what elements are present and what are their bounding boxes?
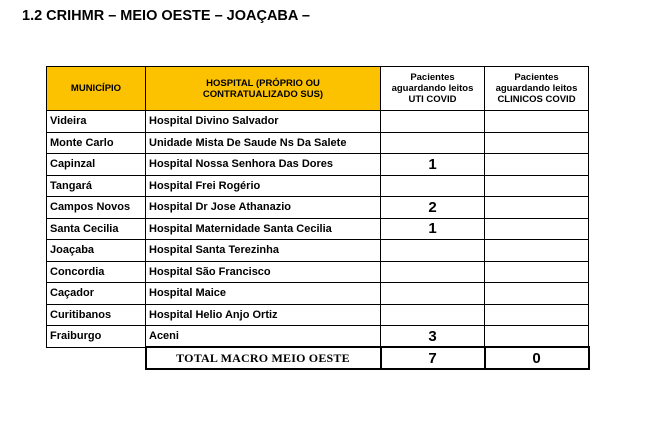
municipio-cell: Tangará	[47, 175, 146, 197]
hospital-cell: Aceni	[146, 326, 381, 348]
clinicos-cell	[485, 197, 589, 219]
hospital-waiting-table	[46, 66, 590, 370]
clinicos-cell	[485, 175, 589, 197]
header-uti-line2: aguardando leitos	[391, 83, 474, 94]
total-row	[47, 347, 589, 369]
table-row	[47, 326, 589, 348]
table-row	[47, 240, 589, 262]
hospital-cell: Hospital Frei Rogério	[146, 175, 381, 197]
uti-cell	[381, 132, 485, 154]
municipio-cell: Joaçaba	[47, 240, 146, 262]
municipio-cell: Capinzal	[47, 154, 146, 176]
uti-cell: 3	[381, 326, 485, 348]
header-clin-line3: CLINICOS COVID	[497, 94, 576, 105]
clinicos-cell	[485, 111, 589, 133]
header-clin-line2: aguardando leitos	[495, 83, 578, 94]
hospital-cell: Hospital São Francisco	[146, 261, 381, 283]
municipio-cell: Santa Cecilia	[47, 218, 146, 240]
municipio-cell: Videira	[47, 111, 146, 133]
total-label: TOTAL MACRO MEIO OESTE	[146, 347, 381, 369]
clinicos-cell	[485, 154, 589, 176]
header-hospital	[146, 67, 381, 111]
hospital-cell: Unidade Mista De Saude Ns Da Salete	[146, 132, 381, 154]
section-title: 1.2 CRIHMR – MEIO OESTE – JOAÇABA –	[22, 8, 310, 24]
table-row	[47, 283, 589, 305]
header-hospital-line1: HOSPITAL (PRÓPRIO OU	[206, 77, 320, 89]
hospital-cell: Hospital Divino Salvador	[146, 111, 381, 133]
hospital-cell: Hospital Maternidade Santa Cecilia	[146, 218, 381, 240]
clinicos-cell	[485, 261, 589, 283]
clinicos-cell	[485, 218, 589, 240]
municipio-cell: Concordia	[47, 261, 146, 283]
uti-cell	[381, 175, 485, 197]
municipio-cell: Fraiburgo	[47, 326, 146, 348]
header-uti-covid	[381, 67, 485, 111]
municipio-cell: Monte Carlo	[47, 132, 146, 154]
table-row	[47, 154, 589, 176]
uti-cell	[381, 240, 485, 262]
municipio-cell: Caçador	[47, 283, 146, 305]
table-row	[47, 111, 589, 133]
clinicos-cell	[485, 240, 589, 262]
total-clinicos: 0	[485, 347, 589, 369]
uti-cell: 2	[381, 197, 485, 219]
hospital-cell: Hospital Santa Terezinha	[146, 240, 381, 262]
municipio-cell: Curitibanos	[47, 304, 146, 326]
uti-cell	[381, 111, 485, 133]
uti-cell	[381, 283, 485, 305]
table-row	[47, 132, 589, 154]
table-row	[47, 175, 589, 197]
hospital-cell: Hospital Helio Anjo Ortiz	[146, 304, 381, 326]
uti-cell	[381, 304, 485, 326]
table-header-row	[47, 67, 589, 111]
table-row	[47, 218, 589, 240]
clinicos-cell	[485, 326, 589, 348]
total-blank-cell	[47, 347, 146, 369]
header-clin-line1: Pacientes	[514, 72, 559, 83]
header-uti-line1: Pacientes	[410, 72, 455, 83]
header-clinicos-covid	[485, 67, 589, 111]
municipio-cell: Campos Novos	[47, 197, 146, 219]
uti-cell: 1	[381, 154, 485, 176]
clinicos-cell	[485, 304, 589, 326]
clinicos-cell	[485, 132, 589, 154]
table-row	[47, 304, 589, 326]
header-municipio	[47, 67, 146, 111]
uti-cell	[381, 261, 485, 283]
table-row	[47, 197, 589, 219]
uti-cell: 1	[381, 218, 485, 240]
table-row	[47, 261, 589, 283]
clinicos-cell	[485, 283, 589, 305]
header-uti-line3: UTI COVID	[408, 94, 457, 105]
header-hospital-line2: CONTRATUALIZADO SUS)	[202, 88, 324, 100]
hospital-cell: Hospital Maice	[146, 283, 381, 305]
header-municipio-label: MUNICÍPIO	[70, 83, 122, 94]
hospital-cell: Hospital Dr Jose Athanazio	[146, 197, 381, 219]
hospital-cell: Hospital Nossa Senhora Das Dores	[146, 154, 381, 176]
total-uti: 7	[381, 347, 485, 369]
